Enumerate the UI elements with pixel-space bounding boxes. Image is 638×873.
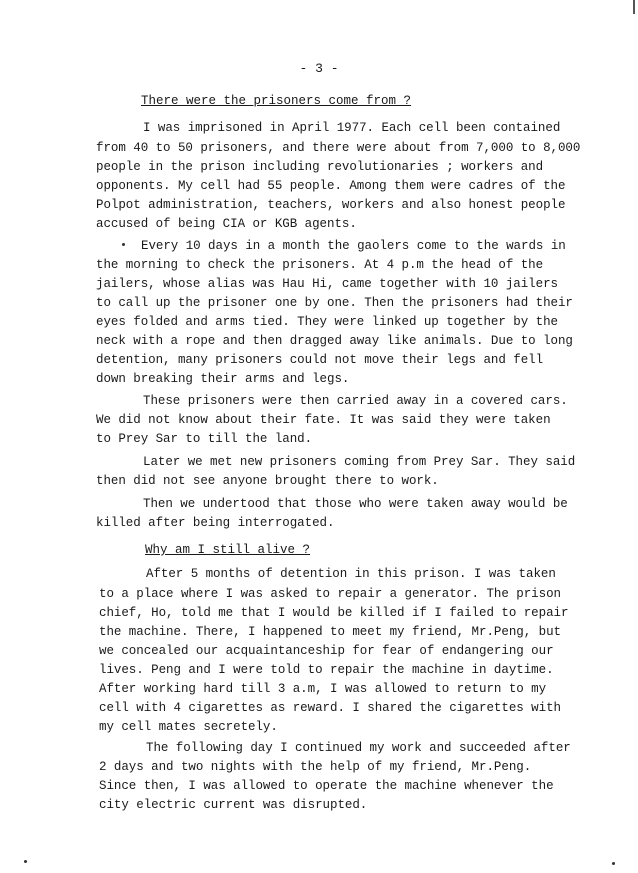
text-line: killed after being interrogated. — [96, 516, 335, 530]
text-line: The following day I continued my work and succeeded after — [146, 741, 571, 755]
text-line: opponents. My cell had 55 people. Among them were cadres of the — [96, 179, 566, 193]
text-line: We did not know about their fate. It was said they were taken — [96, 413, 551, 427]
text-line: detention, many prisoners could not move their legs and fell — [96, 353, 544, 367]
text-line: my cell mates secretely. — [99, 720, 278, 734]
text-line: jailers, whose alias was Hau Hi, came together with 10 jailers — [96, 277, 558, 291]
text-line: Since then, I was allowed to operate the machine whenever the — [99, 779, 554, 793]
text-line: to Prey Sar to till the land. — [96, 432, 313, 446]
text-line: down breaking their arms and legs. — [96, 372, 350, 386]
text-line: Polpot administration, teachers, workers and also honest people — [96, 198, 566, 212]
text-line: neck with a rope and then dragged away like animals. Due to long — [96, 334, 573, 348]
page-number: - 3 - — [299, 61, 339, 76]
scan-speck — [612, 862, 615, 865]
text-line: I was imprisoned in April 1977. Each cell been contained — [143, 121, 561, 135]
scan-speck — [24, 860, 27, 863]
scan-speck — [122, 243, 125, 246]
text-line: from 40 to 50 prisoners, and there were about from 7,000 to 8,000 — [96, 141, 581, 155]
text-line: 2 days and two nights with the help of my friend, Mr.Peng. — [99, 760, 532, 774]
text-line: to call up the prisoner one by one. Then the prisoners had their — [96, 296, 573, 310]
text-line: we concealed our acquaintanceship for fear of endangering our — [99, 644, 554, 658]
text-line: Every 10 days in a month the gaolers come to the wards in — [141, 239, 566, 253]
text-line: After working hard till 3 a.m, I was allowed to return to my — [99, 682, 547, 696]
text-line: chief, Ho, told me that I would be killed if I failed to repair — [99, 606, 569, 620]
section-heading-alive: Why am I still alive ? — [145, 543, 311, 557]
text-line: These prisoners were then carried away in a covered cars. — [143, 394, 568, 408]
text-line: After 5 months of detention in this prison. I was taken — [146, 567, 556, 581]
text-line: the morning to check the prisoners. At 4 p.m the head of the — [96, 258, 544, 272]
text-line: accused of being CIA or KGB agents. — [96, 217, 357, 231]
text-line: lives. Peng and I were told to repair the machine in daytime. — [99, 663, 554, 677]
text-line: the machine. There, I happened to meet my friend, Mr.Peng, but — [99, 625, 561, 639]
text-line: eyes folded and arms tied. They were linked up together by the — [96, 315, 558, 329]
text-line: people in the prison including revolutionaries ; workers and — [96, 160, 544, 174]
text-line: Later we met new prisoners coming from Prey Sar. They said — [143, 455, 576, 469]
text-line: cell with 4 cigarettes as reward. I shared the cigarettes with — [99, 701, 561, 715]
text-line: city electric current was disrupted. — [99, 798, 368, 812]
text-line: to a place where I was asked to repair a generator. The prison — [99, 587, 561, 601]
text-line: Then we undertood that those who were taken away would be — [143, 497, 568, 511]
text-line: then did not see anyone brought there to work. — [96, 474, 439, 488]
section-heading-origin: There were the prisoners come from ? — [141, 94, 412, 108]
scan-edge-mark — [633, 0, 635, 14]
